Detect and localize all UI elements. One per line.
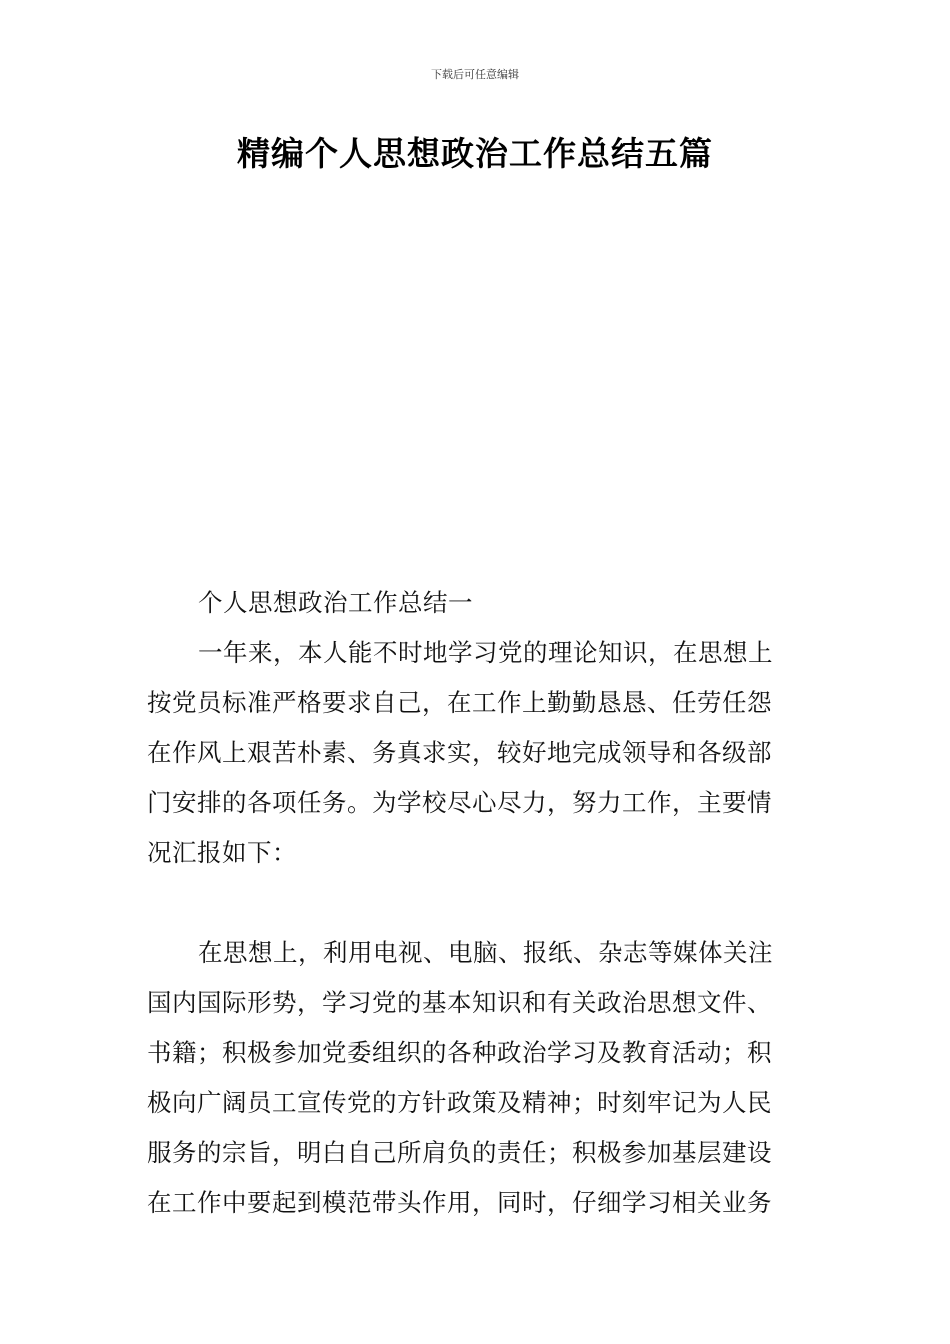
text-line: 在作风上艰苦朴素、务真求实，较好地完成领导和各级部 (147, 738, 772, 767)
paragraph-spacer (147, 878, 807, 928)
text-line: 书籍；积极参加党委组织的各种政治学习及教育活动；积 (147, 1038, 772, 1067)
text-line: 门安排的各项任务。为学校尽心尽力，努力工作，主要情 (147, 788, 772, 817)
text-line: 极向广阔员工宣传党的方针政策及精神；时刻牢记为人民 (147, 1088, 772, 1117)
text-line: 一年来，本人能不时地学习党的理论知识，在思想上 (198, 638, 773, 667)
text-line: 按党员标准严格要求自己，在工作上勤勤恳恳、任劳任怨 (147, 688, 772, 717)
text-line: 服务的宗旨，明白自己所肩负的责任；积极参加基层建设 (147, 1138, 772, 1167)
text-line: 况汇报如下： (147, 838, 297, 867)
paragraph-1 (147, 628, 807, 878)
paragraph-2 (147, 928, 807, 1228)
text-line: 在思想上，利用电视、电脑、报纸、杂志等媒体关注 (198, 938, 773, 967)
document-body (147, 578, 807, 1228)
text-line: 国内国际形势，学习党的基本知识和有关政治思想文件、 (147, 988, 772, 1017)
header-note: 下载后可任意编辑 (431, 68, 519, 81)
document-title: 精编个人思想政治工作总结五篇 (237, 134, 713, 173)
text-line: 在工作中要起到模范带头作用，同时，仔细学习相关业务 (147, 1188, 772, 1217)
section-heading: 个人思想政治工作总结一 (198, 588, 473, 617)
